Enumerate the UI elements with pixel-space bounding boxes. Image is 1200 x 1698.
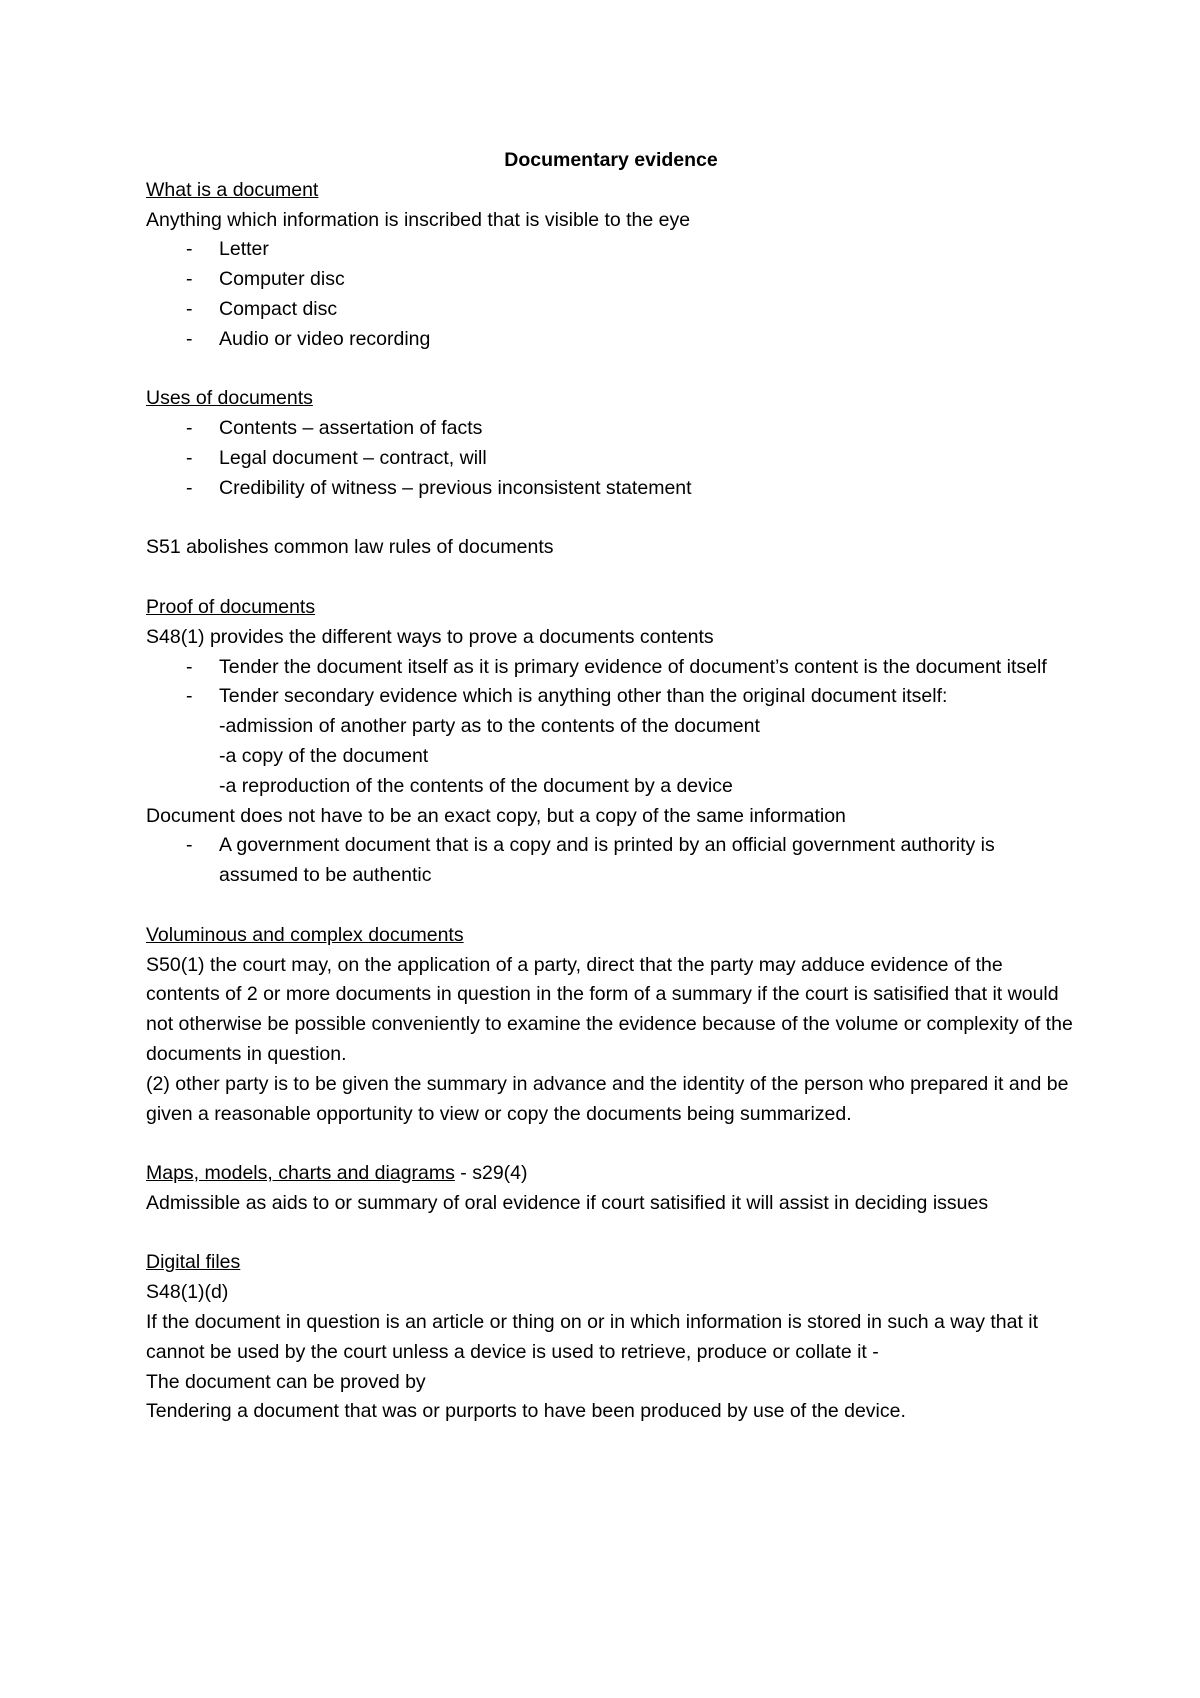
list-item: - Compact disc — [146, 295, 1076, 325]
bullet-dash: - — [186, 238, 193, 261]
list-item: - Tender secondary evidence which is anything other than the original document itself: -admission of another party as to the contents of the document -a copy of the document -a reproduction of the contents of the document by a device — [146, 682, 1076, 801]
spacer — [146, 563, 1076, 593]
what-list — [146, 235, 1076, 354]
spacer — [146, 891, 1076, 921]
digital-l2: If the document in question is an article or thing on or in which information is stored in such a way that it cannot be used by the court unless a device is used to retrieve, produce or collate it - — [146, 1311, 1039, 1363]
bullet-dash: - — [186, 446, 193, 469]
spacer — [146, 1219, 1076, 1249]
bullet-dash: - — [186, 655, 193, 678]
list-item: - Computer disc — [146, 265, 1076, 295]
maps-p1: Admissible as aids to or summary of oral evidence if court satisified it will assist in deciding issues — [146, 1191, 989, 1214]
voluminous-p2: (2) other party is to be given the summary in advance and the identity of the person who prepared it and be given a reasonable opportunity to view or copy the documents being summarized. — [146, 1072, 1069, 1125]
proof-list — [146, 653, 1076, 802]
bullet-dash: - — [186, 297, 193, 320]
section-heading-voluminous-documents: Voluminous and complex documents — [146, 923, 464, 946]
voluminous-p1: S50(1) the court may, on the application of a party, direct that the party may adduce evidence of the contents of 2 or more documents in question in the form of a summary if the court is satisified that it would not otherwise be possible conveniently to examine the evidence because of the volume or complexity of the documents in question. — [146, 953, 1073, 1065]
bullet-dash: - — [186, 476, 193, 499]
list-item: - Tender the document itself as it is primary evidence of document’s content is the document itself — [146, 653, 1076, 683]
spacer — [146, 355, 1076, 385]
digital-l4: Tendering a document that was or purports to have been produced by use of the device. — [146, 1400, 906, 1423]
sub-item: -admission of another party as to the contents of the document — [219, 715, 760, 738]
sub-item: -a copy of the document — [219, 744, 429, 767]
proof-list-2 — [146, 831, 1076, 891]
bullet-dash: - — [186, 327, 193, 350]
document-page — [146, 146, 1076, 1427]
spacer — [146, 504, 1076, 534]
section-heading-proof-of-documents: Proof of documents — [146, 595, 316, 618]
bullet-dash: - — [186, 685, 193, 708]
spacer — [146, 1129, 1076, 1159]
bullet-dash: - — [186, 834, 193, 857]
list-item: - A government document that is a copy and is printed by an official government authority is assumed to be authentic — [146, 831, 1076, 891]
digital-l1: S48(1)(d) — [146, 1281, 229, 1304]
digital-l3: The document can be proved by — [146, 1370, 426, 1393]
list-item: - Contents – assertation of facts — [146, 414, 1076, 444]
proof-after: Document does not have to be an exact copy, but a copy of the same information — [146, 804, 846, 827]
uses-list — [146, 414, 1076, 503]
list-item: - Audio or video recording — [146, 325, 1076, 355]
section-heading-uses-of-documents: Uses of documents — [146, 387, 313, 410]
section-heading-what-is-a-document: What is a document — [146, 178, 319, 201]
bullet-dash: - — [186, 417, 193, 440]
list-item: - Credibility of witness – previous inconsistent statement — [146, 474, 1076, 504]
sub-item: -a reproduction of the contents of the document by a device — [219, 774, 733, 797]
s51-statement: S51 abolishes common law rules of documents — [146, 536, 554, 559]
list-item: - Letter — [146, 235, 1076, 265]
section-heading-digital-files: Digital files — [146, 1251, 241, 1274]
proof-intro: S48(1) provides the different ways to prove a documents contents — [146, 625, 714, 648]
what-intro: Anything which information is inscribed that is visible to the eye — [146, 208, 691, 231]
document-title: Documentary evidence — [504, 149, 718, 171]
list-item: - Legal document – contract, will — [146, 444, 1076, 474]
bullet-dash: - — [186, 268, 193, 291]
section-heading-maps-models: Maps, models, charts and diagrams - s29(4) — [146, 1162, 528, 1185]
